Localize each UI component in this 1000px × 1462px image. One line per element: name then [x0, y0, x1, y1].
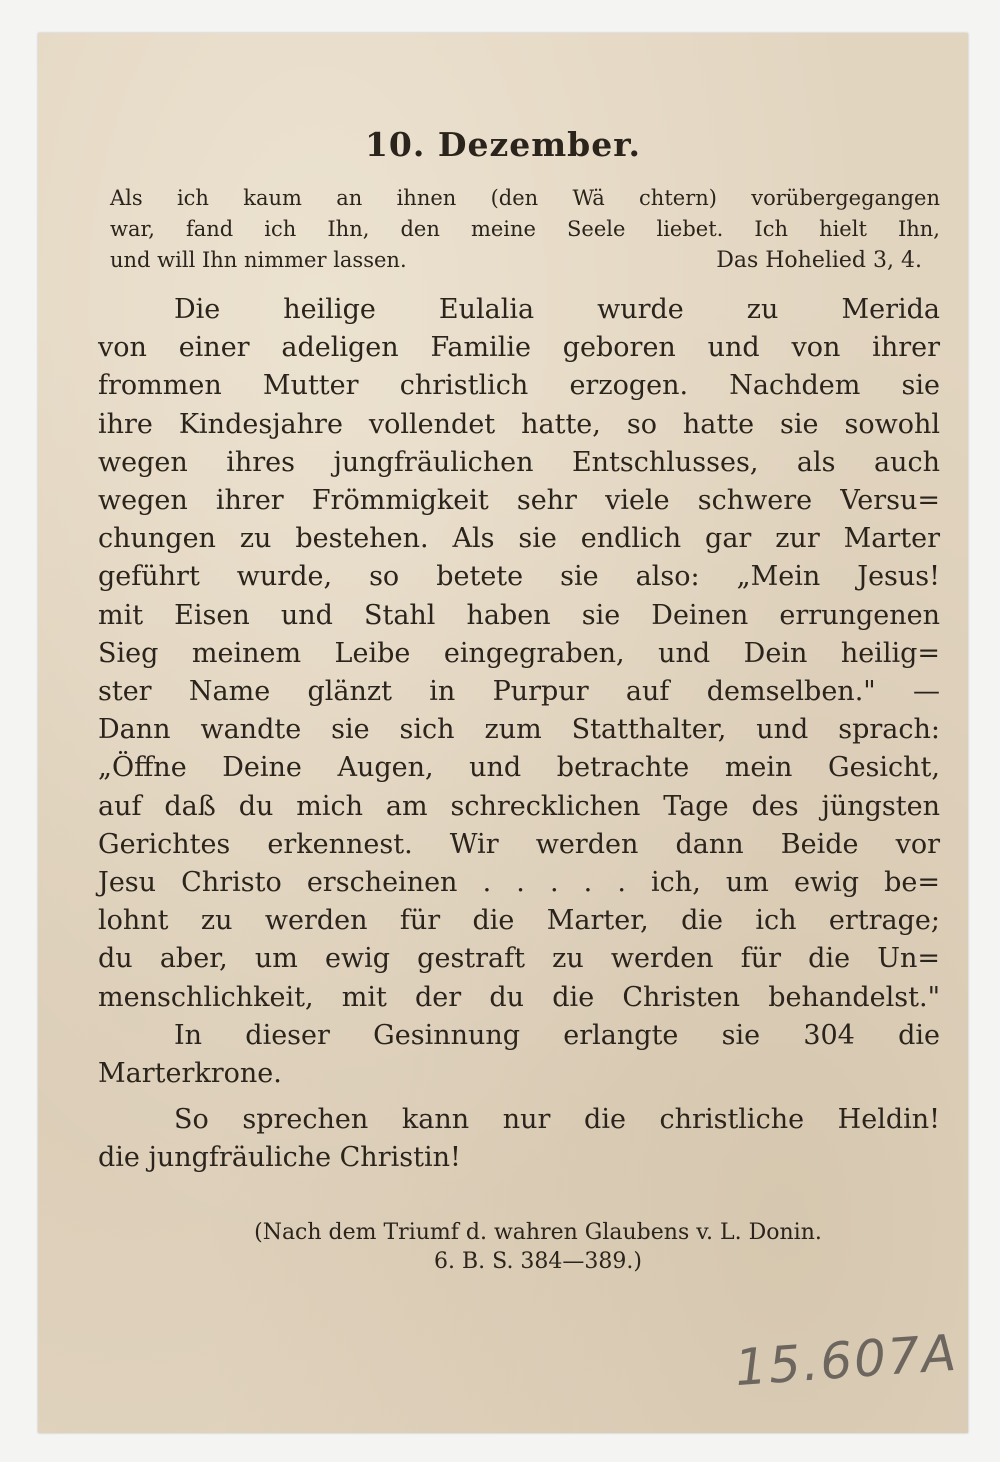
paragraph-gap: [98, 1093, 940, 1101]
legend-text: [98, 291, 940, 1178]
text-line: chungen zu bestehen. Als sie endlich gar zur Marter: [98, 523, 940, 555]
text-line: lohnt zu werden für die Marter, die ich ertrage;: [98, 905, 940, 937]
citation-line: 6. B. S. 384—389.): [434, 1249, 642, 1274]
page-title: 10. Dezember.: [364, 125, 642, 164]
text-line: Sieg meinem Leibe eingegraben, und Dein heilig=: [98, 637, 940, 669]
text-line: menschlichkeit, mit der du die Christen behandelst.": [98, 981, 940, 1013]
text-line: frommen Mutter christlich erzogen. Nachdem sie: [98, 370, 940, 402]
text-line: die jungfräuliche Christin!: [98, 1142, 461, 1174]
text-line: wegen ihrer Frömmigkeit sehr viele schwere Versu=: [98, 485, 940, 517]
text-line: wegen ihres jungfräulichen Entschlusses, als auch: [98, 446, 940, 478]
text-line: Marterkrone.: [98, 1058, 282, 1090]
citation-line: (Nach dem Triumf d. wahren Glaubens v. L. Donin.: [254, 1220, 822, 1245]
bible-reference: Das Hohelied 3, 4.: [716, 248, 922, 273]
inventory-number: 15.607A: [733, 1323, 960, 1398]
text-line: mit Eisen und Stahl haben sie Deinen errungenen: [98, 599, 940, 631]
text-line: Jesu Christo erscheinen . . . . . ich, um ewig be=: [98, 867, 940, 899]
text-line: In dieser Gesinnung erlangte sie 304 die: [174, 1019, 940, 1051]
text-line: Dann wandte sie sich zum Statthalter, und sprach:: [98, 714, 940, 746]
text-line: ster Name glänzt in Purpur auf demselben." —: [98, 676, 940, 708]
bible-motto: [110, 183, 940, 276]
source-citation: [148, 1218, 928, 1276]
text-line: Die heilige Eulalia wurde zu Merida: [174, 294, 940, 325]
text-line: auf daß du mich am schrecklichen Tage des jüngsten: [98, 790, 940, 822]
text-line: geführt wurde, so betete sie also: „Mein Jesus!: [98, 561, 940, 593]
devotional-card: [38, 33, 968, 1433]
motto-line: Als ich kaum an ihnen (den Wä chtern) vorübergegangen: [110, 186, 940, 210]
text-line: „Öffne Deine Augen, und betrachte mein Gesicht,: [98, 752, 940, 784]
motto-last-line: [110, 245, 940, 276]
text-line: du aber, um ewig gestraft zu werden für die Un=: [98, 943, 940, 975]
motto-line: und will Ihn nimmer lassen.: [110, 248, 407, 272]
text-line: von einer adeligen Familie geboren und von ihrer: [98, 332, 940, 364]
text-line: ihre Kindesjahre vollendet hatte, so hatte sie sowohl: [98, 408, 940, 440]
motto-line: war, fand ich Ihn, den meine Seele liebet. Ich hielt Ihn,: [110, 217, 940, 241]
text-line: Gerichtes erkennest. Wir werden dann Beide vor: [98, 828, 940, 860]
text-line: So sprechen kann nur die christliche Heldin!: [174, 1104, 940, 1136]
